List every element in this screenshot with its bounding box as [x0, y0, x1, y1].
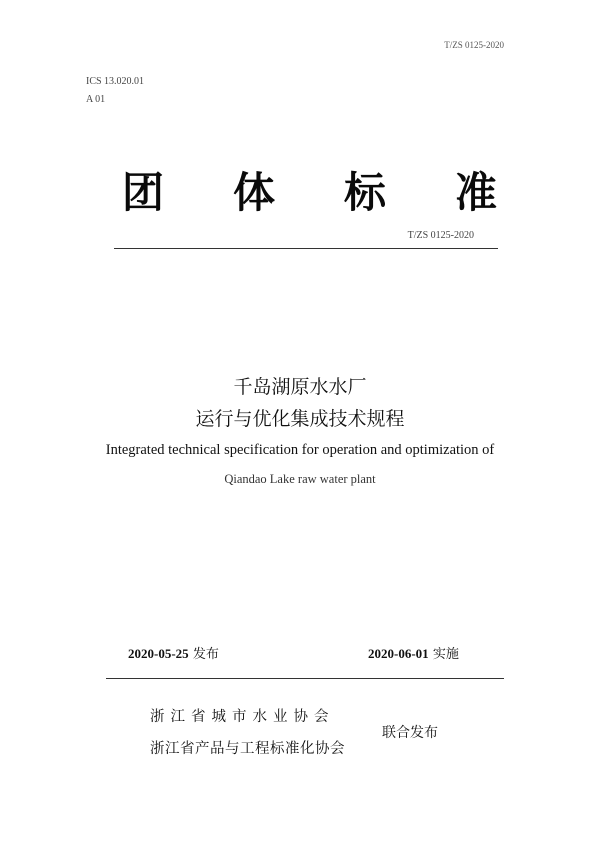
- publisher-2: 浙江省产品与工程标准化协会: [150, 741, 345, 757]
- doc-type-char: 体: [232, 168, 275, 217]
- ics-code: ICS 13.020.01: [86, 76, 145, 87]
- issue-date: 2020-05-25: [128, 646, 189, 661]
- issue-label: 发布: [192, 647, 219, 662]
- implementation-date-block: [368, 643, 459, 662]
- publisher-1: 浙江省城市水业协会: [150, 709, 335, 725]
- standard-number: T/ZS 0125-2020: [407, 230, 474, 241]
- title-english-line-1: Integrated technical specification for operation and optimization of: [105, 442, 495, 458]
- title-english-line-2: Qiandao Lake raw water plant: [224, 472, 376, 486]
- doc-type-char: 团: [122, 168, 165, 217]
- top-divider: [114, 248, 498, 249]
- doc-type-char: 标: [343, 168, 386, 217]
- implementation-label: 实施: [432, 647, 459, 662]
- issue-date-block: [128, 643, 219, 662]
- joint-publish-label: 联合发布: [382, 725, 438, 741]
- title-chinese-line-2: 运行与优化集成技术规程: [195, 408, 405, 430]
- implementation-date: 2020-06-01: [368, 646, 429, 661]
- top-standard-code: T/ZS 0125-2020: [444, 40, 504, 50]
- title-chinese-line-1: 千岛湖原水水厂: [233, 376, 367, 398]
- ccs-code: A 01: [86, 94, 106, 105]
- bottom-divider: [106, 678, 504, 679]
- document-type-title: [122, 160, 497, 220]
- doc-type-char: 准: [454, 168, 497, 217]
